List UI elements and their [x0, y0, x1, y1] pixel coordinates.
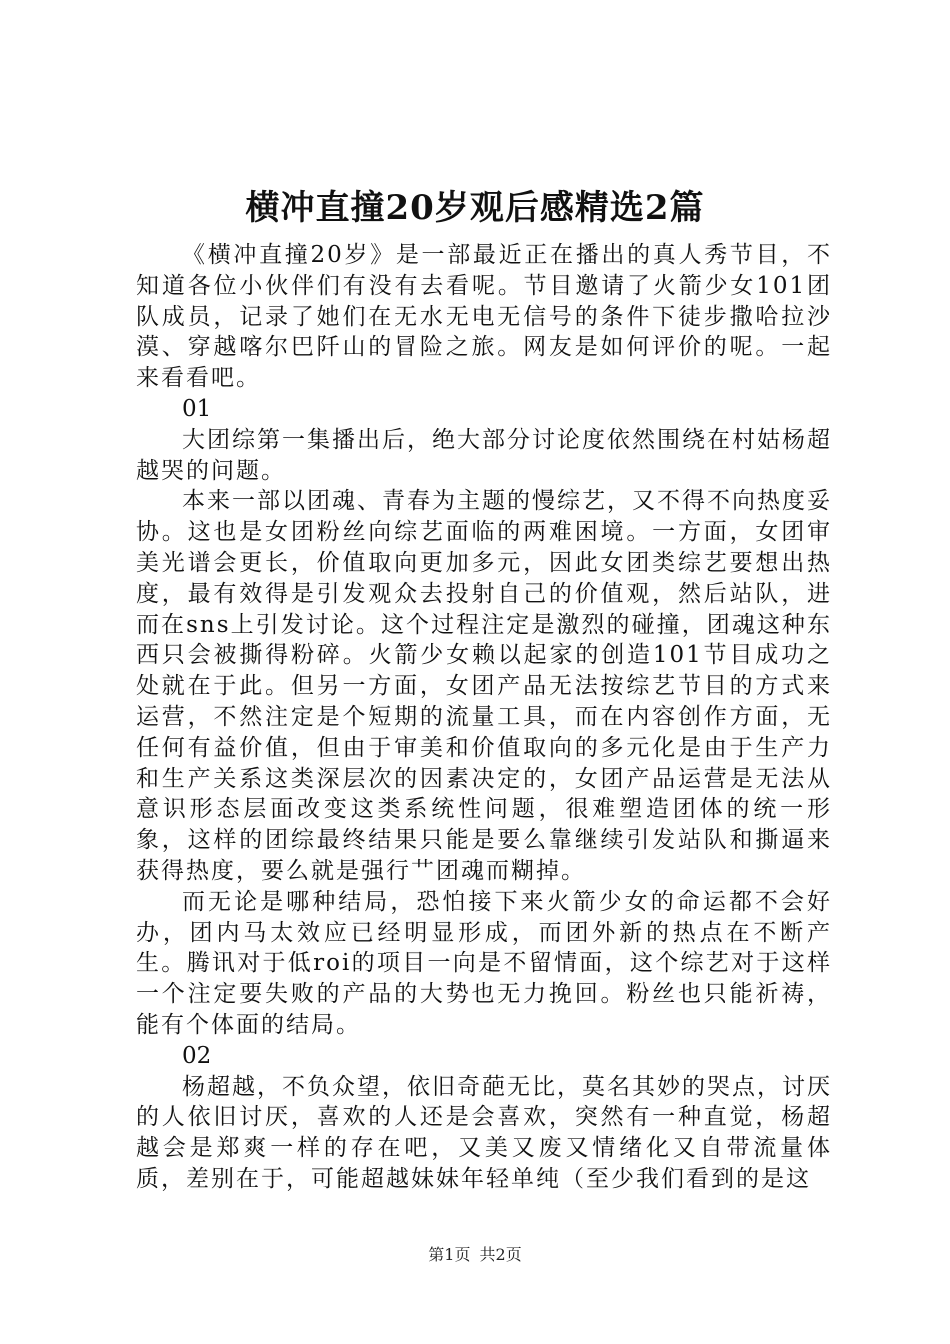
paragraph: 杨超越，不负众望，依旧奇葩无比，莫名其妙的哭点，讨厌的人依旧讨厌，喜欢的人还是会喜欢，突然有一种直觉，杨超越会是郑爽一样的存在吧，又美又废又情绪化又自带流量体质，差别在于，可能超越妹妹年轻单纯（至少我们看到的是这 [136, 1073, 832, 1192]
paragraph: 而无论是哪种结局，恐怕接下来火箭少女的命运都不会好办，团内马太效应已经明显形成，而团外新的热点在不断产生。腾讯对于低roi的项目一向是不留情面，这个综艺对于这样一个注定要失败的产品的大势也无力挽回。粉丝也只能祈祷，能有个体面的结局。 [136, 888, 832, 1038]
section-number-02: 02 [182, 1042, 212, 1069]
paragraph-intro: 《横冲直撞20岁》是一部最近正在播出的真人秀节目，不知道各位小伙伴们有没有去看呢。节目邀请了火箭少女101团队成员，记录了她们在无水无电无信号的条件下徒步撒哈拉沙漠、穿越喀尔巴阡山的冒险之旅。网友是如何评价的呢。一起来看看吧。 [136, 242, 832, 392]
paragraph: 本来一部以团魂、青春为主题的慢综艺，又不得不向热度妥协。这也是女团粉丝向综艺面临的两难困境。一方面，女团审美光谱会更长，价值取向更加多元，因此女团类综艺要想出热度，最有效得是引发观众去投射自己的价值观，然后站队，进而在sns上引发讨论。这个过程注定是激烈的碰撞，团魂这种东西只会被撕得粉碎。火箭少女赖以起家的创造101节目成功之处就在于此。但另一方面，女团产品无法按综艺节目的方式来运营，不然注定是个短期的流量工具，而在内容创作方面，无任何有益价值，但由于审美和价值取向的多元化是由于生产力和生产关系这类深层次的因素决定的，女团产品运营是无法从意识形态层面改变这类系统性问题，很难塑造团体的统一形象，这样的团综最终结果只能是要么靠继续引发站队和撕逼来获得热度，要么就是强行艹团魂而糊掉。 [136, 488, 832, 884]
page-number: 第1页 [428, 1245, 471, 1264]
page-total: 共2页 [479, 1245, 522, 1264]
page-footer [0, 1244, 950, 1266]
paragraph: 大团综第一集播出后，绝大部分讨论度依然围绕在村姑杨超越哭的问题。 [136, 426, 832, 484]
document-title: 横冲直撞20岁观后感精选2篇 [245, 188, 705, 228]
section-number-01: 01 [182, 395, 212, 422]
document-body [136, 240, 832, 1195]
